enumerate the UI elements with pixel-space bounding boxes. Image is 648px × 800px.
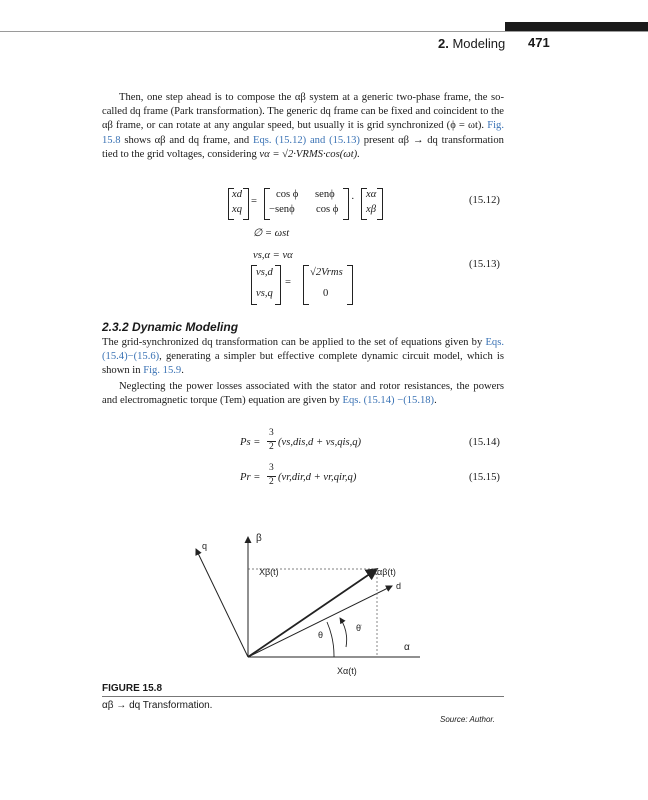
frac-num: 3	[269, 428, 274, 438]
matrix-22: cos ϕ	[316, 204, 339, 215]
equation-link[interactable]: Eqs. (15.4)−(15.6)	[102, 337, 504, 363]
matrix-21: −senϕ	[269, 204, 295, 215]
equation-link[interactable]: Eqs. (15.14)	[342, 395, 395, 407]
d-axis	[248, 586, 392, 657]
equation-link[interactable]: (15.13)	[329, 134, 360, 146]
text-line: by	[471, 337, 483, 348]
section-number: 2.	[438, 36, 449, 51]
eq-dot: ·	[351, 194, 355, 205]
frac-den: 2	[269, 442, 274, 452]
text-line: The grid-synchronized dq transformation can be applied to the set of equations given	[102, 337, 469, 348]
text-line: shows αβ and dq frame, and	[124, 134, 250, 146]
eq-rhs-bot: xβ	[366, 204, 376, 215]
eq-phi-line: ∅ = ωst	[253, 228, 290, 239]
text-line: coincident to the αβ frame, or can rotate at any angular speed, but usually it is grid	[102, 106, 504, 132]
label-xalpha: Xα(t)	[337, 666, 357, 676]
figure-link[interactable]: Fig. 15.9	[143, 365, 182, 377]
text-line: .	[181, 365, 184, 377]
frac-den: 2	[269, 477, 274, 487]
text-line: the so-called dq frame (Park transformation). The generic dq frame can be fixed and	[102, 92, 504, 118]
equation-number: (15.12)	[469, 195, 500, 206]
label-xalphabeta: Xαβ(t)	[371, 567, 396, 577]
text-line: Then, one step ahead is to compose the αβ system at a generic two-phase frame,	[119, 92, 471, 103]
eq-body: (vr,dir,d + vr,qir,q)	[278, 472, 357, 483]
eq-lhs-bot: xq	[232, 204, 242, 215]
text-line: Neglecting the power losses associated with the stator and rotor resistances, the	[119, 381, 470, 392]
eq-rhs-top: xα	[366, 189, 377, 200]
equation-number: (15.14)	[469, 437, 500, 448]
equation-link[interactable]: −(15.18)	[397, 395, 435, 407]
thetadot-arc	[340, 618, 347, 647]
eq-rhs-top: √2Vrms	[310, 267, 343, 278]
label-d: d	[396, 581, 402, 591]
figure-link[interactable]: Fig. 15.8	[102, 120, 504, 146]
label-alpha: α	[404, 642, 410, 653]
frac-num: 3	[269, 463, 274, 473]
label-thetadot: θ̇	[356, 623, 362, 633]
text-line: synchronized (ϕ = ωt).	[387, 120, 485, 132]
xalphabeta-vector	[248, 569, 377, 657]
matrix-11: cos ϕ	[276, 189, 299, 200]
eq-body: (vs,dis,d + vs,qis,q)	[278, 437, 362, 448]
text-line: model, which is shown in	[102, 351, 505, 377]
figure-label: FIGURE 15.8	[102, 683, 163, 694]
eq-lhs-top: vs,d	[256, 267, 273, 278]
eq-lhs: Pr =	[240, 472, 261, 483]
eq-line: vs,α = vα	[253, 250, 293, 261]
section-title: Modeling	[452, 36, 506, 51]
equation-number: (15.13)	[469, 259, 500, 270]
page-number: 471	[528, 35, 550, 50]
text-line: present αβ → dq transformation tied to the grid voltages, considering	[102, 134, 504, 160]
q-axis	[196, 549, 248, 657]
matrix-12: senϕ	[315, 189, 335, 200]
eq-equals: =	[251, 196, 257, 207]
eq-lhs-bot: vs,q	[256, 288, 273, 299]
label-beta: β	[256, 533, 262, 544]
theta-arc	[327, 622, 334, 657]
equation-number: (15.15)	[469, 472, 500, 483]
section-heading: 2.3.2 Dynamic Modeling	[102, 320, 239, 334]
label-theta: θ	[318, 630, 324, 640]
equation-link[interactable]: Eqs. (15.12) and	[252, 134, 326, 146]
label-xbeta: Xβ(t)	[259, 567, 279, 577]
text-line: vα = √2·VRMS·cos(ωt).	[259, 148, 360, 160]
text-line: powers and electromagnetic torque (Tem) equation are given by	[102, 381, 504, 407]
figure-source: Source: Author.	[440, 715, 495, 724]
figure-rule	[102, 696, 504, 697]
figure-caption: αβ → dq Transformation.	[102, 700, 213, 711]
label-q: q	[202, 541, 208, 551]
text-line: , generating a simpler but effective complete dynamic circuit	[159, 351, 430, 363]
eq-lhs-top: xd	[232, 189, 242, 200]
eq-equals: =	[285, 277, 291, 288]
eq-lhs: Ps =	[240, 437, 261, 448]
text-line: .	[434, 395, 437, 407]
eq-rhs-bot: 0	[323, 288, 329, 299]
